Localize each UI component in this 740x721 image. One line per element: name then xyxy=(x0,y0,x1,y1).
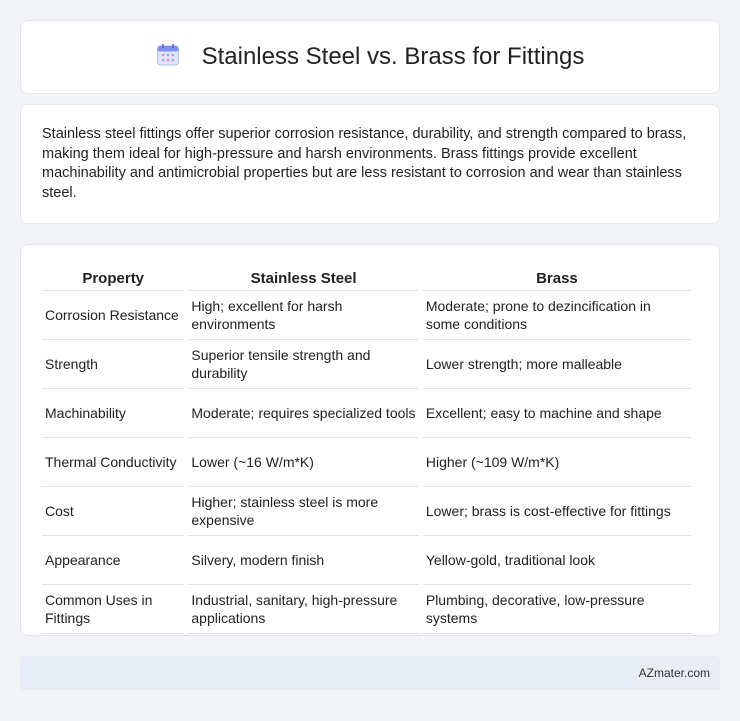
header-brass: Brass xyxy=(423,264,691,291)
cell-brass: Moderate; prone to dezincification in some conditions xyxy=(423,291,691,340)
comparison-table xyxy=(38,264,695,634)
cell-brass: Lower; brass is cost-effective for fittings xyxy=(423,487,691,536)
cell-stainless-steel: Superior tensile strength and durability xyxy=(188,340,418,389)
cell-property: Cost xyxy=(42,487,184,536)
calendar-icon xyxy=(156,43,180,72)
header-card xyxy=(20,20,720,94)
cell-stainless-steel: Industrial, sanitary, high-pressure applications xyxy=(188,585,418,634)
table-row xyxy=(42,487,691,536)
table-row xyxy=(42,585,691,634)
page-title: Stainless Steel vs. Brass for Fittings xyxy=(201,43,585,70)
cell-stainless-steel: Moderate; requires specialized tools xyxy=(188,389,418,438)
cell-brass: Plumbing, decorative, low-pressure systems xyxy=(423,585,691,634)
cell-property: Common Uses in Fittings xyxy=(42,585,184,634)
summary-card xyxy=(20,104,720,224)
cell-stainless-steel: Silvery, modern finish xyxy=(188,536,418,585)
table-row xyxy=(42,389,691,438)
cell-stainless-steel: Higher; stainless steel is more expensive xyxy=(188,487,418,536)
summary-text: Stainless steel fittings offer superior corrosion resistance, durability, and strength compared to brass, making them ideal for high-pressure and harsh environments. Brass fittings provide excellent machinability and antimicrobial properties but are less resistant to corrosion and wear than stainless steel. xyxy=(42,126,687,201)
cell-brass: Higher (~109 W/m*K) xyxy=(423,438,691,487)
cell-property: Machinability xyxy=(42,389,184,438)
header-property: Property xyxy=(42,264,184,291)
header-stainless-steel: Stainless Steel xyxy=(188,264,418,291)
table-row xyxy=(42,340,691,389)
cell-property: Thermal Conductivity xyxy=(42,438,184,487)
table-header-row xyxy=(42,264,691,291)
table-row xyxy=(42,291,691,340)
cell-property: Appearance xyxy=(42,536,184,585)
header xyxy=(156,43,585,72)
footer xyxy=(20,656,720,690)
cell-brass: Lower strength; more malleable xyxy=(423,340,691,389)
cell-brass: Excellent; easy to machine and shape xyxy=(423,389,691,438)
table-row xyxy=(42,536,691,585)
footer-brand: AZmater.com xyxy=(638,666,710,680)
table-row xyxy=(42,438,691,487)
cell-brass: Yellow-gold, traditional look xyxy=(423,536,691,585)
cell-property: Strength xyxy=(42,340,184,389)
comparison-card xyxy=(20,244,720,636)
cell-property: Corrosion Resistance xyxy=(42,291,184,340)
cell-stainless-steel: Lower (~16 W/m*K) xyxy=(188,438,418,487)
cell-stainless-steel: High; excellent for harsh environments xyxy=(188,291,418,340)
